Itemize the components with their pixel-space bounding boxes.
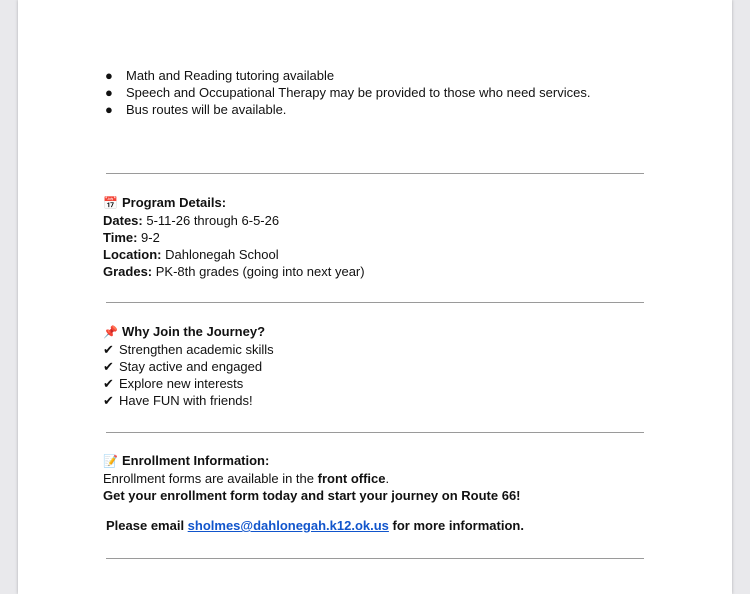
why-join-section (103, 323, 663, 409)
program-details-section (103, 194, 663, 280)
program-details-heading: 📅 Program Details: (103, 195, 227, 210)
checkmark-icon: ✔ (103, 393, 114, 408)
enrollment-heading: 📝 Enrollment Information: (103, 453, 270, 468)
horizontal-divider (106, 432, 644, 433)
checkmark-icon: ✔ (103, 359, 114, 374)
bullet-icon: ● (105, 102, 113, 117)
dates-row: Dates: 5-11-26 through 6-5-26 (103, 213, 280, 228)
checkmark-icon: ✔ (103, 342, 114, 357)
horizontal-divider (106, 558, 644, 559)
list-item: ✔ Explore new interests (103, 376, 244, 391)
list-item: ✔ Have FUN with friends! (103, 393, 253, 408)
why-join-heading: 📌 Why Join the Journey? (103, 324, 266, 339)
enrollment-section (103, 452, 663, 504)
list-item: ✔ Stay active and engaged (103, 359, 263, 374)
list-item: ● Speech and Occupational Therapy may be provided to those who need services. (105, 85, 591, 100)
bullet-icon: ● (105, 85, 113, 100)
list-item: ✔ Strengthen academic skills (103, 342, 274, 357)
memo-icon: 📝 (103, 454, 118, 468)
enrollment-forms-text: Enrollment forms are available in the front office. (103, 471, 390, 486)
time-row: Time: 9-2 (103, 230, 160, 245)
services-list (104, 67, 624, 118)
email-link[interactable]: sholmes@dahlonegah.k12.ok.us (187, 518, 389, 533)
location-row: Location: Dahlonegah School (103, 247, 279, 262)
enrollment-cta-text: Get your enrollment form today and start your journey on Route 66! (103, 488, 521, 503)
list-item: ● Bus routes will be available. (105, 102, 287, 117)
contact-line: Please email sholmes@dahlonegah.k12.ok.us for more information. (106, 518, 524, 533)
horizontal-divider (106, 173, 644, 174)
list-item: ● Math and Reading tutoring available (105, 68, 335, 83)
calendar-icon: 📅 (103, 196, 118, 210)
checkmark-icon: ✔ (103, 376, 114, 391)
horizontal-divider (106, 302, 644, 303)
pushpin-icon: 📌 (103, 325, 118, 339)
grades-row: Grades: PK-8th grades (going into next year) (103, 264, 365, 279)
bullet-icon: ● (105, 68, 113, 83)
